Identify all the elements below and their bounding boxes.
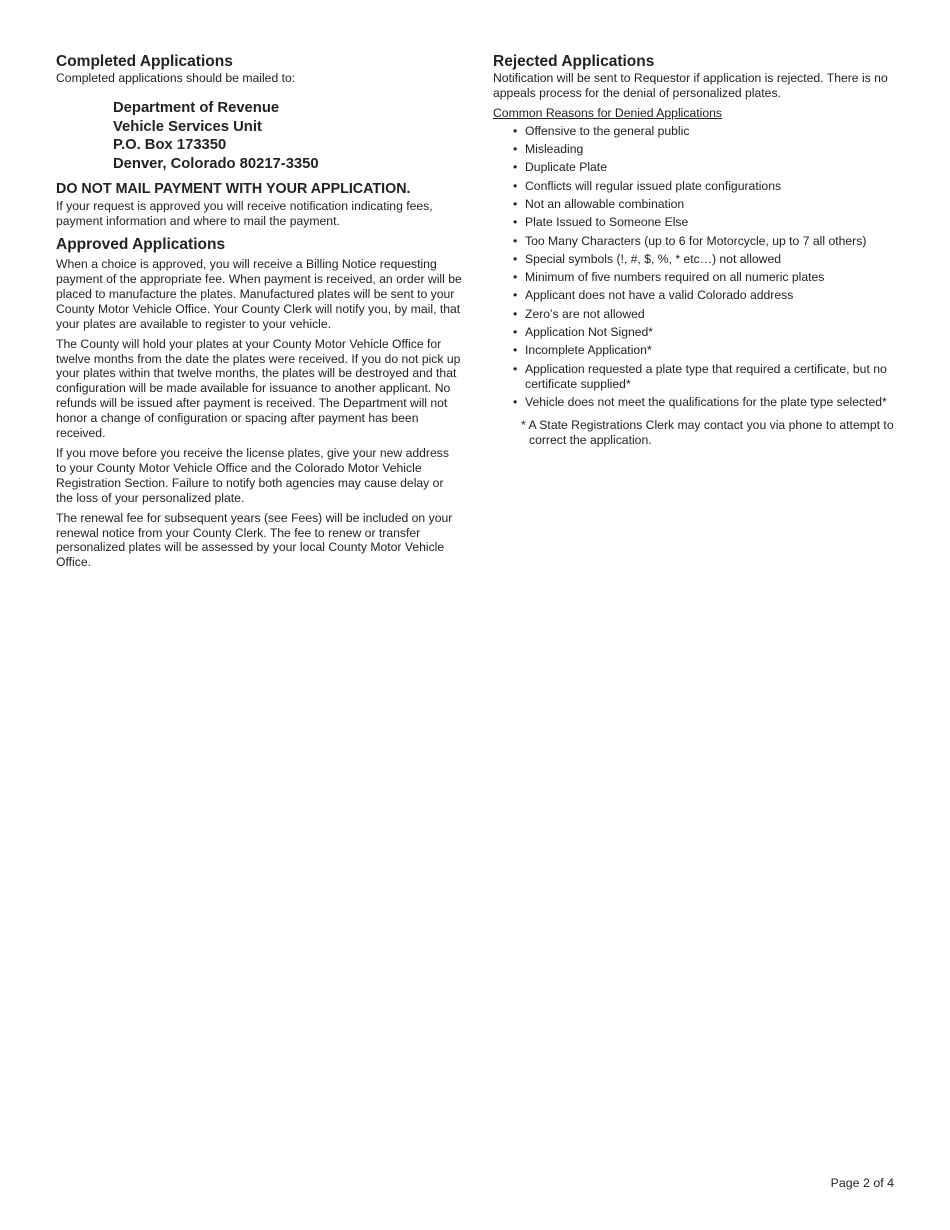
denied-reason-text: Too Many Characters (up to 6 for Motorcycle, up to 7 all others) — [525, 233, 867, 248]
bullet-icon: • — [513, 160, 518, 175]
page-number: Page 2 of 4 — [830, 1176, 894, 1190]
denied-reason-item — [513, 179, 903, 194]
bullet-icon: • — [513, 215, 518, 230]
denied-reason-item — [513, 325, 903, 340]
denied-reason-item — [513, 215, 903, 230]
approved-paragraph-renewal: The renewal fee for subsequent years (see Fees) will be included on your renewal notice from your County Clerk. The fee to renew or transfer personalized plates will be assessed by your local County Motor Vehicle Office. — [56, 510, 453, 570]
address-line-po-box: P.O. Box 173350 — [113, 137, 227, 154]
denied-reason-text: Duplicate Plate — [525, 160, 607, 175]
left-column — [56, 52, 462, 570]
denied-reason-item — [513, 142, 903, 157]
denied-reason-item — [513, 234, 903, 249]
payment-warning: DO NOT MAIL PAYMENT WITH YOUR APPLICATION. — [56, 181, 411, 198]
bullet-icon: • — [513, 306, 518, 321]
bullet-icon: • — [513, 123, 518, 138]
right-column — [493, 52, 903, 448]
denied-reason-text: Plate Issued to Someone Else — [525, 215, 689, 230]
denied-reason-item — [513, 307, 903, 322]
bullet-icon: • — [513, 270, 518, 285]
denied-reason-text: Offensive to the general public — [525, 123, 690, 138]
approved-paragraph-holding: The County will hold your plates at your County Motor Vehicle Office for twelve months from the date the plates were received. If you do not pick up your plates within that twelve months, the plates will be destroyed and that configuration will be made available for issuance to another applicant. No refunds will be issued after payment is received. The Department will not honor a change of configuration or spacing after payment has been received. — [56, 336, 461, 441]
denied-reason-item — [513, 197, 903, 212]
approved-paragraph-billing: When a choice is approved, you will receive a Billing Notice requesting payment of the appropriate fee. When payment is received, an order will be placed to manufacture the plates. Manufactured plates will be sent to your County Motor Vehicle Office. Your County Clerk will notify you, by mail, that your plates are available to register to your vehicle. — [56, 257, 462, 331]
denied-reason-text: Minimum of five numbers required on all numeric plates — [525, 270, 825, 285]
payment-warning-text: If your request is approved you will receive notification indicating fees, payment information and where to mail the payment. — [56, 199, 433, 229]
denied-reason-text: Conflicts will regular issued plate configurations — [525, 178, 782, 193]
address-line-city: Denver, Colorado 80217-3350 — [113, 155, 319, 172]
denied-reason-item — [513, 160, 903, 175]
denied-reason-item — [513, 362, 903, 392]
address-line-unit: Vehicle Services Unit — [113, 118, 262, 135]
bullet-icon: • — [513, 394, 518, 409]
bullet-icon: • — [513, 233, 518, 248]
denied-reason-text: Misleading — [525, 142, 584, 157]
bullet-icon: • — [513, 361, 518, 376]
bullet-icon: • — [513, 178, 518, 193]
denied-reason-item — [513, 270, 903, 285]
bullet-icon: • — [513, 325, 518, 340]
denied-reasons-heading: Common Reasons for Denied Applications — [493, 105, 722, 120]
rejected-applications-intro: Notification will be sent to Requestor if application is rejected. There is no appeals process for the denial of personalized plates. — [493, 71, 888, 100]
completed-applications-heading: Completed Applications — [56, 53, 233, 70]
denied-reason-text: Incomplete Application* — [525, 343, 652, 358]
denied-reason-text: Special symbols (!, #, $, %, * etc…) not allowed — [525, 251, 782, 266]
denied-reason-text: Application requested a plate type that required a certificate, but no certificate supplied* — [525, 361, 887, 391]
mailing-address — [113, 99, 462, 173]
bullet-icon: • — [513, 251, 518, 266]
bullet-icon: • — [513, 288, 518, 303]
denied-reasons-list — [493, 124, 903, 410]
denied-reason-item — [513, 288, 903, 303]
denied-reason-text: Vehicle does not meet the qualifications for the plate type selected* — [525, 394, 887, 409]
denied-reason-text: Not an allowable combination — [525, 197, 685, 211]
address-line-department: Department of Revenue — [113, 99, 280, 116]
denied-reason-text: Applicant does not have a valid Colorado address — [525, 288, 794, 303]
rejected-applications-heading: Rejected Applications — [493, 53, 655, 70]
denied-reason-item — [513, 124, 903, 139]
bullet-icon: • — [513, 343, 518, 358]
bullet-icon: • — [513, 197, 518, 211]
denied-reason-item — [513, 343, 903, 358]
denied-reason-item — [513, 252, 903, 267]
denied-reason-text: Application Not Signed* — [525, 325, 654, 340]
denied-reason-item — [513, 395, 903, 410]
denied-reason-text: Zero’s are not allowed — [525, 306, 645, 321]
approved-applications-heading: Approved Applications — [56, 236, 226, 254]
clerk-contact-note: * A State Registrations Clerk may contact you via phone to attempt to correct the application. — [521, 417, 894, 447]
bullet-icon: • — [513, 142, 518, 157]
approved-paragraph-moving: If you move before you receive the license plates, give your new address to your County Motor Vehicle Office and the Colorado Motor Vehicle Registration Section. Failure to notify both agencies may cause delay or the loss of your personalized plate. — [56, 445, 449, 505]
completed-applications-intro: Completed applications should be mailed to: — [56, 71, 296, 85]
